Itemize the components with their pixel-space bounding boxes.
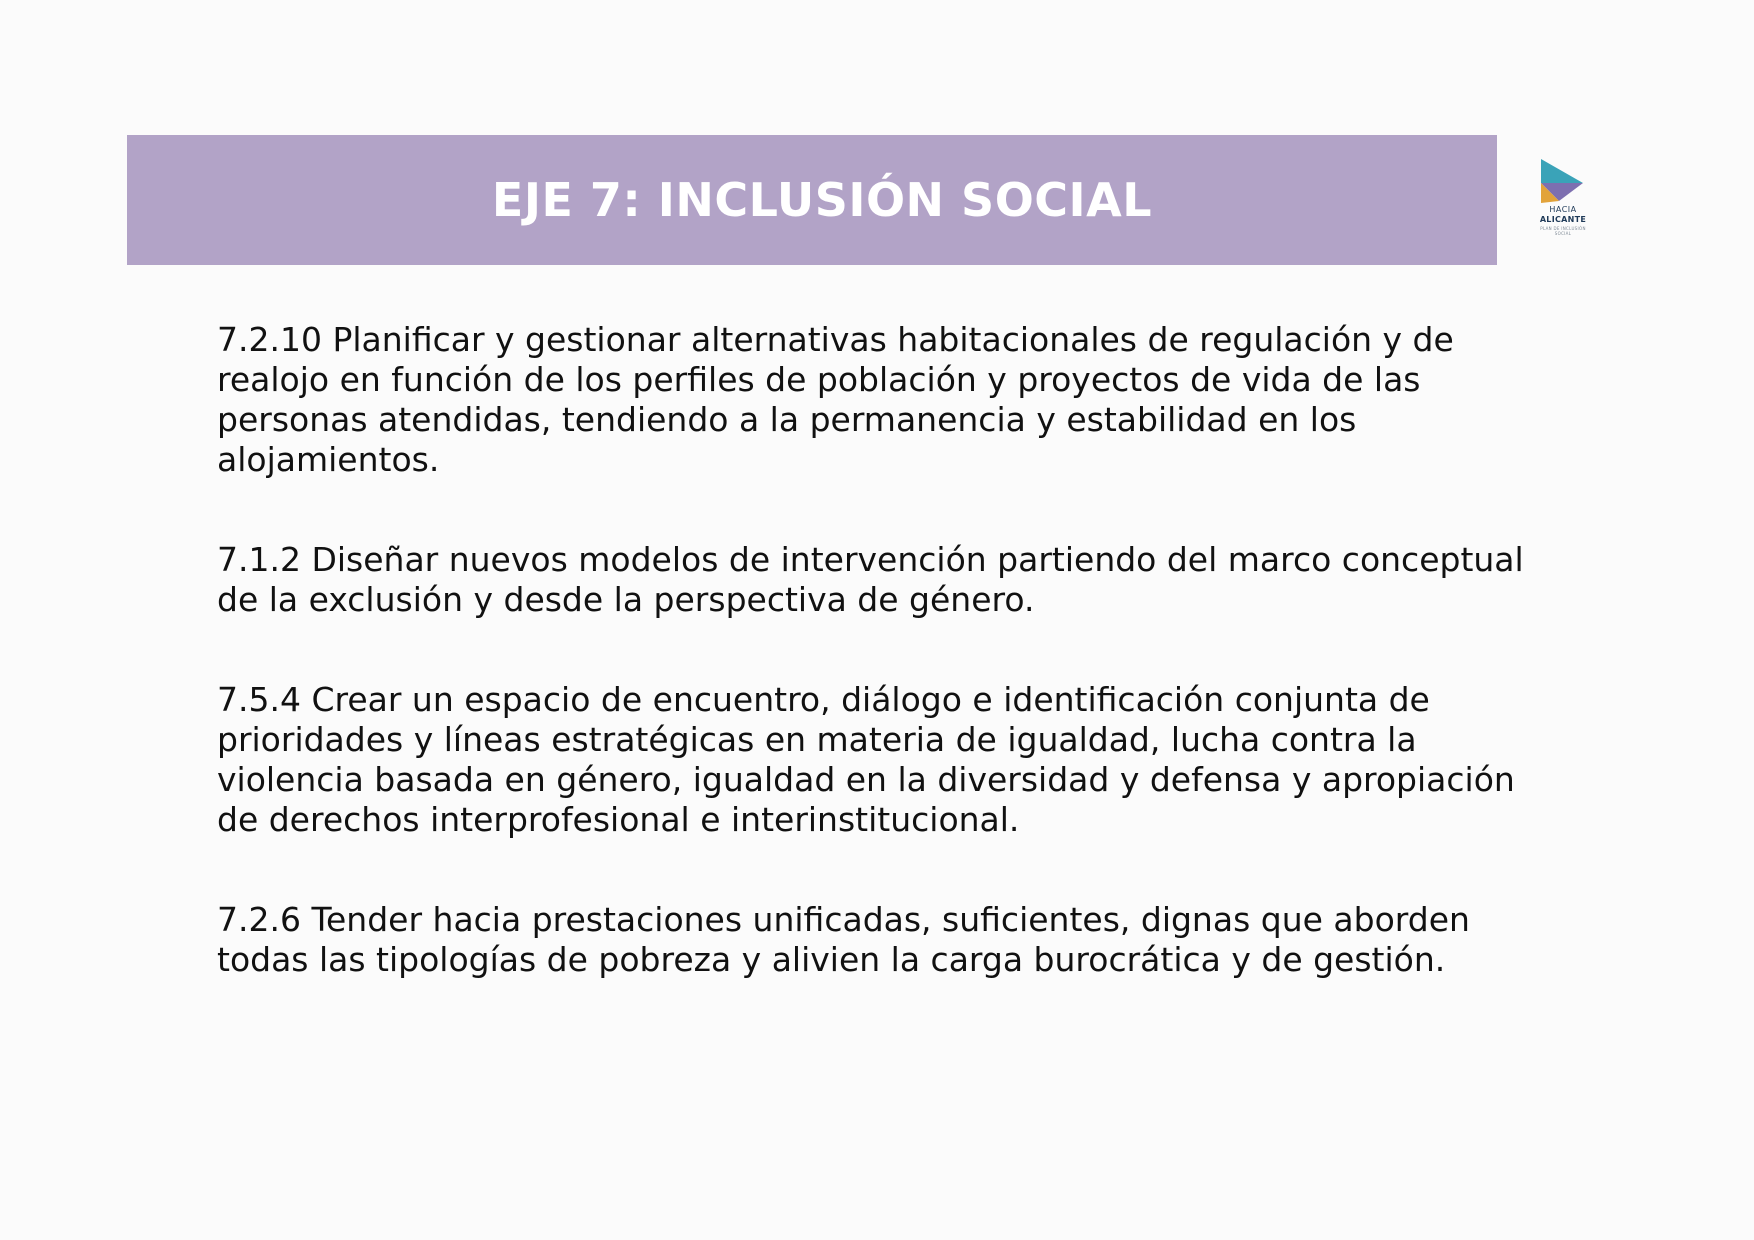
page-title: EJE 7: INCLUSIÓN SOCIAL [491, 173, 1153, 227]
logo-mark-icon [1537, 157, 1587, 205]
objective-item: 7.1.2 Diseñar nuevos modelos de intervención partiendo del marco conceptual de la exclusión y desde la perspectiva de género. [217, 540, 1524, 619]
objective-item: 7.2.10 Planificar y gestionar alternativas habitacionales de regulación y de realojo en función de los perfiles de población y proyectos de vida de las personas atendidas, tendiendo a la permanencia y estabilidad en los alojamientos. [217, 320, 1454, 479]
logo-text-alicante: ALICANTE [1539, 215, 1587, 224]
objectives-list [217, 320, 1557, 980]
objective-item: 7.2.6 Tender hacia prestaciones unificadas, suficientes, dignas que aborden todas las tipologías de pobreza y alivien la carga burocrática y de gestión. [217, 900, 1470, 979]
logo-text-subtitle: PLAN DE INCLUSIÓN SOCIAL [1540, 226, 1586, 236]
hacia-alicante-logo [1537, 157, 1587, 243]
objective-item: 7.5.4 Crear un espacio de encuentro, diálogo e identificación conjunta de prioridades y líneas estratégicas en materia de igualdad, lucha contra la violencia basada en género, igualdad en la diversidad y defensa y apropiación de derechos interprofesional e interinstitucional. [217, 680, 1515, 839]
logo-text-hacia: HACIA [1549, 205, 1577, 214]
header-band [127, 135, 1497, 265]
